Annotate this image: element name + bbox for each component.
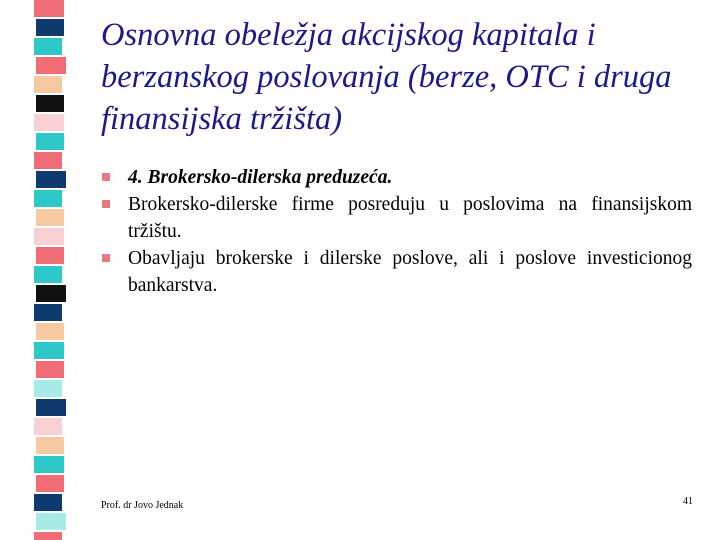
bullet-list bbox=[100, 164, 692, 299]
stripe-band bbox=[36, 437, 64, 454]
stripe-band bbox=[36, 171, 66, 188]
stripe-band bbox=[36, 247, 64, 264]
stripe-band bbox=[34, 228, 64, 245]
stripe-band bbox=[34, 494, 62, 511]
bullet-item bbox=[100, 245, 692, 299]
square-bullet-icon bbox=[102, 200, 110, 208]
bullet-text: Obavljaju brokerske i dilerske poslove, ali i poslove investicionog bankarstva. bbox=[128, 248, 692, 296]
stripe-band bbox=[34, 380, 62, 397]
stripe-band bbox=[36, 323, 64, 340]
footer-author: Prof. dr Jovo Jednak bbox=[101, 500, 184, 511]
bullet-text: 4. Brokersko-dilerska preduzeća. bbox=[128, 167, 393, 188]
stripe-band bbox=[34, 114, 64, 131]
stripe-band bbox=[34, 304, 62, 321]
square-bullet-icon bbox=[102, 254, 110, 262]
square-bullet-icon bbox=[102, 173, 110, 181]
stripe-band bbox=[34, 76, 62, 93]
stripe-band bbox=[34, 190, 62, 207]
stripe-band bbox=[36, 95, 64, 112]
decorative-stripe-bar bbox=[0, 0, 74, 540]
bullet-item bbox=[100, 164, 692, 191]
slide-title: Osnovna obeležja akcijskog kapitala i berzanskog poslovanja (berze, OTC i druga finansijska tržišta) bbox=[101, 17, 672, 137]
stripe-band bbox=[34, 38, 62, 55]
stripe-band bbox=[34, 342, 64, 359]
stripe-band bbox=[34, 456, 64, 473]
stripe-band bbox=[36, 19, 64, 36]
stripe-band bbox=[34, 152, 62, 169]
stripe-band bbox=[36, 209, 64, 226]
stripe-band bbox=[36, 285, 66, 302]
page-number: 41 bbox=[683, 496, 693, 507]
bullet-text: Brokersko-dilerske firme posreduju u poslovima na finansijskom tržištu. bbox=[128, 194, 692, 242]
stripe-band bbox=[36, 361, 64, 378]
stripe-band bbox=[36, 57, 66, 74]
stripe-band bbox=[34, 266, 62, 283]
stripe-band bbox=[34, 0, 64, 17]
stripe-band bbox=[36, 133, 64, 150]
stripe-band bbox=[36, 399, 66, 416]
stripe-band bbox=[34, 532, 62, 540]
stripe-band bbox=[34, 418, 62, 435]
stripe-band bbox=[36, 475, 64, 492]
bullet-item bbox=[100, 191, 692, 245]
stripe-band bbox=[36, 513, 66, 530]
